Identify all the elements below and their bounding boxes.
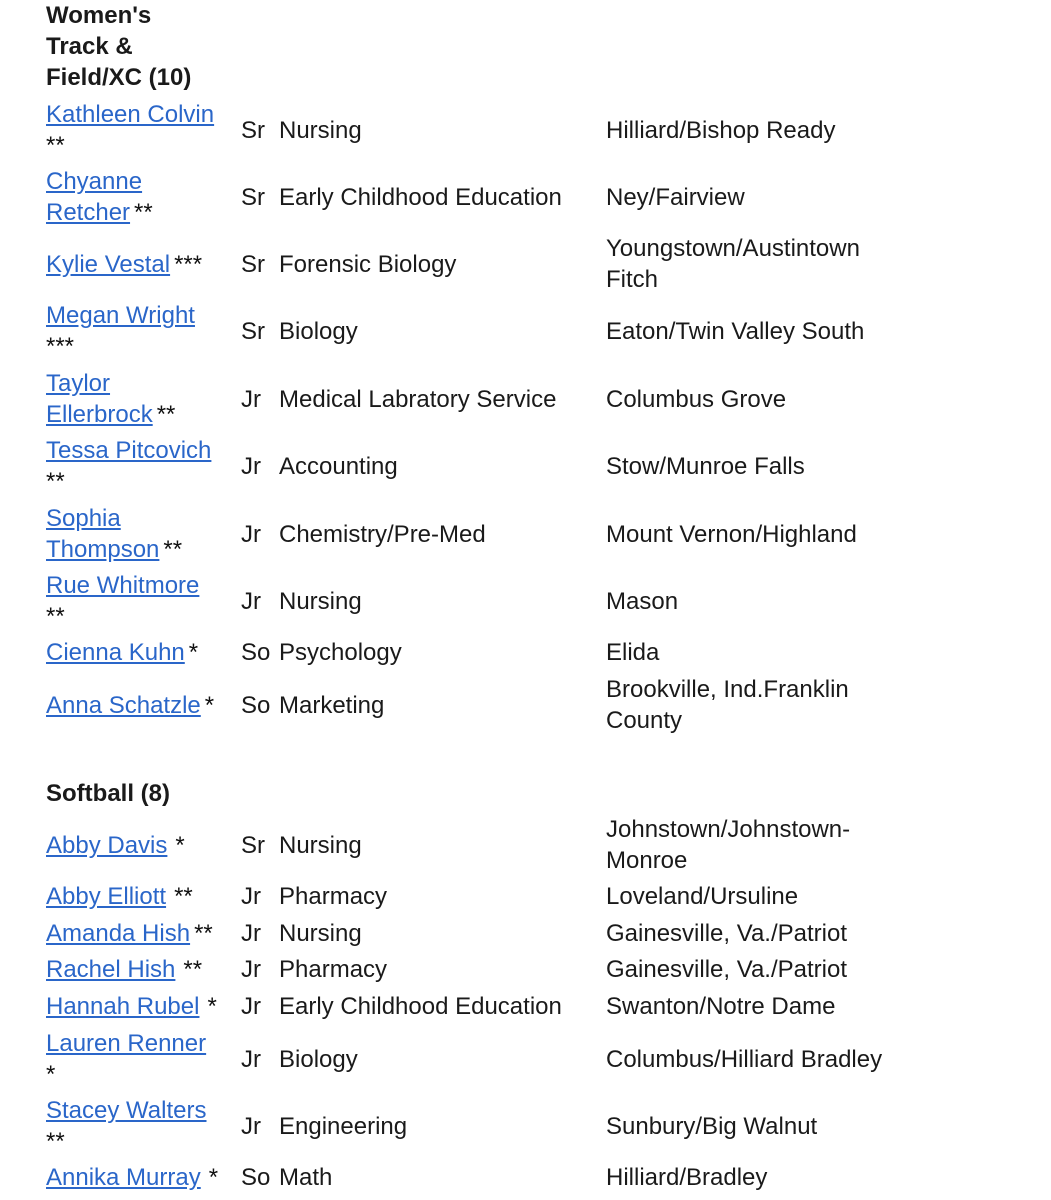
hometown-line: County bbox=[606, 707, 683, 734]
class-year: So bbox=[241, 692, 271, 719]
athlete-name-cell bbox=[46, 300, 236, 362]
hometown: Hilliard/Bishop Ready bbox=[606, 117, 836, 144]
class-year: Jr bbox=[241, 993, 261, 1020]
heading-line: Track & bbox=[46, 33, 133, 60]
hometown: Stow/Munroe Falls bbox=[606, 453, 805, 480]
honor-stars: ** bbox=[194, 920, 213, 947]
athlete-name-cell bbox=[46, 99, 236, 161]
major: Early Childhood Education bbox=[279, 993, 562, 1020]
athlete-link[interactable]: Abby Davis bbox=[46, 832, 168, 859]
class-year: Jr bbox=[241, 521, 261, 548]
class-year: Jr bbox=[241, 1113, 261, 1140]
hometown-line: Youngstown/Austintown bbox=[606, 235, 860, 262]
honor-stars: ** bbox=[134, 199, 153, 226]
athlete-name-cell bbox=[46, 954, 242, 985]
heading-line: Field/XC (10) bbox=[46, 64, 192, 91]
athlete-link[interactable]: Retcher bbox=[46, 199, 131, 226]
athlete-link[interactable]: Kathleen Colvin bbox=[46, 101, 215, 128]
athlete-link[interactable]: Amanda Hish bbox=[46, 920, 191, 947]
athlete-link[interactable]: Rachel Hish bbox=[46, 956, 176, 983]
hometown-line: Brookville, Ind.Franklin bbox=[606, 676, 849, 703]
hometown-line: Monroe bbox=[606, 847, 688, 874]
athlete-name-cell bbox=[46, 503, 236, 565]
athlete-link[interactable]: Annika Murray bbox=[46, 1164, 201, 1191]
athlete-link[interactable]: Sophia bbox=[46, 505, 121, 532]
major: Forensic Biology bbox=[279, 251, 457, 278]
athlete-link[interactable]: Cienna Kuhn bbox=[46, 639, 185, 666]
honor-stars: * bbox=[207, 993, 217, 1020]
honor-stars: ** bbox=[174, 883, 193, 910]
major: Engineering bbox=[279, 1113, 408, 1140]
major: Nursing bbox=[279, 117, 362, 144]
athlete-name-cell bbox=[46, 881, 242, 912]
honor-stars: * bbox=[175, 832, 185, 859]
hometown: Mason bbox=[606, 588, 679, 615]
hometown: Elida bbox=[606, 639, 660, 666]
hometown: Sunbury/Big Walnut bbox=[606, 1113, 818, 1140]
honor-stars: ** bbox=[46, 603, 65, 630]
class-year: Jr bbox=[241, 956, 261, 983]
class-year: So bbox=[241, 1164, 271, 1191]
major: Nursing bbox=[279, 588, 362, 615]
athlete-link[interactable]: Taylor bbox=[46, 370, 111, 397]
athlete-name-cell bbox=[46, 1028, 236, 1090]
athlete-link[interactable]: Stacey Walters bbox=[46, 1097, 207, 1124]
hometown: Hilliard/Bradley bbox=[606, 1164, 768, 1191]
hometown: Gainesville, Va./Patriot bbox=[606, 956, 847, 983]
athlete-link[interactable]: Kylie Vestal bbox=[46, 251, 171, 278]
honor-stars: ** bbox=[183, 956, 203, 983]
class-year: So bbox=[241, 639, 271, 666]
athlete-link[interactable]: Thompson bbox=[46, 536, 160, 563]
hometown bbox=[606, 674, 849, 736]
major: Nursing bbox=[279, 920, 362, 947]
athlete-name-cell bbox=[46, 1095, 236, 1157]
honor-stars: ** bbox=[163, 536, 183, 563]
class-year: Jr bbox=[241, 588, 261, 615]
hometown: Ney/Fairview bbox=[606, 184, 745, 211]
class-year: Sr bbox=[241, 184, 265, 211]
athlete-name-cell bbox=[46, 435, 236, 497]
major: Accounting bbox=[279, 453, 398, 480]
major: Early Childhood Education bbox=[279, 184, 562, 211]
athlete-link[interactable]: Megan Wright bbox=[46, 302, 195, 329]
hometown: Mount Vernon/Highland bbox=[606, 521, 857, 548]
athlete-name-cell bbox=[46, 249, 242, 280]
honor-stars: * bbox=[204, 692, 215, 719]
class-year: Jr bbox=[241, 453, 261, 480]
honor-stars: ** bbox=[46, 468, 65, 495]
athlete-link[interactable]: Hannah Rubel bbox=[46, 993, 200, 1020]
athlete-name-cell bbox=[46, 570, 236, 632]
athlete-link[interactable]: Chyanne bbox=[46, 168, 143, 195]
athlete-name-cell bbox=[46, 991, 242, 1022]
major: Chemistry/Pre-Med bbox=[279, 521, 486, 548]
major: Psychology bbox=[279, 639, 402, 666]
athlete-link[interactable]: Ellerbrock bbox=[46, 401, 153, 428]
section-heading-softball: Softball (8) bbox=[46, 780, 170, 807]
heading-line: Women's bbox=[46, 2, 152, 29]
hometown: Gainesville, Va./Patriot bbox=[606, 920, 847, 947]
major: Math bbox=[279, 1164, 333, 1191]
hometown: Columbus Grove bbox=[606, 386, 787, 413]
class-year: Jr bbox=[241, 386, 261, 413]
hometown bbox=[606, 814, 850, 876]
honor-stars: *** bbox=[174, 251, 203, 278]
athlete-link[interactable]: Lauren Renner bbox=[46, 1030, 207, 1057]
athlete-name-cell bbox=[46, 368, 236, 430]
class-year: Sr bbox=[241, 832, 265, 859]
class-year: Jr bbox=[241, 1046, 261, 1073]
major: Biology bbox=[279, 1046, 358, 1073]
class-year: Jr bbox=[241, 883, 261, 910]
class-year: Sr bbox=[241, 117, 265, 144]
class-year: Sr bbox=[241, 318, 265, 345]
honor-stars: * bbox=[46, 1061, 56, 1088]
major: Nursing bbox=[279, 832, 362, 859]
athlete-link[interactable]: Rue Whitmore bbox=[46, 572, 200, 599]
athlete-name-cell bbox=[46, 166, 236, 228]
athlete-name-cell bbox=[46, 1162, 242, 1193]
hometown: Columbus/Hilliard Bradley bbox=[606, 1046, 883, 1073]
honor-stars: * bbox=[208, 1164, 219, 1191]
class-year: Jr bbox=[241, 920, 261, 947]
athlete-link[interactable]: Abby Elliott bbox=[46, 883, 167, 910]
hometown-line: Fitch bbox=[606, 266, 659, 293]
honor-stars: * bbox=[188, 639, 199, 666]
hometown: Swanton/Notre Dame bbox=[606, 993, 836, 1020]
athlete-link[interactable]: Anna Schatzle bbox=[46, 692, 201, 719]
athlete-name-cell bbox=[46, 918, 242, 949]
hometown: Eaton/Twin Valley South bbox=[606, 318, 865, 345]
athlete-link[interactable]: Tessa Pitcovich bbox=[46, 437, 212, 464]
honor-stars: ** bbox=[46, 132, 65, 159]
athlete-name-cell bbox=[46, 690, 242, 721]
honor-stars: ** bbox=[46, 1128, 65, 1155]
hometown-line: Johnstown/Johnstown- bbox=[606, 816, 851, 843]
hometown: Loveland/Ursuline bbox=[606, 883, 799, 910]
hometown bbox=[606, 233, 860, 295]
section-heading-track bbox=[46, 0, 191, 93]
athlete-name-cell bbox=[46, 830, 242, 861]
major: Biology bbox=[279, 318, 358, 345]
class-year: Sr bbox=[241, 251, 265, 278]
major: Pharmacy bbox=[279, 883, 388, 910]
honor-stars: *** bbox=[46, 333, 75, 360]
athlete-name-cell bbox=[46, 637, 242, 668]
major: Pharmacy bbox=[279, 956, 388, 983]
major: Marketing bbox=[279, 692, 385, 719]
honor-stars: ** bbox=[156, 401, 176, 428]
major: Medical Labratory Service bbox=[279, 386, 557, 413]
